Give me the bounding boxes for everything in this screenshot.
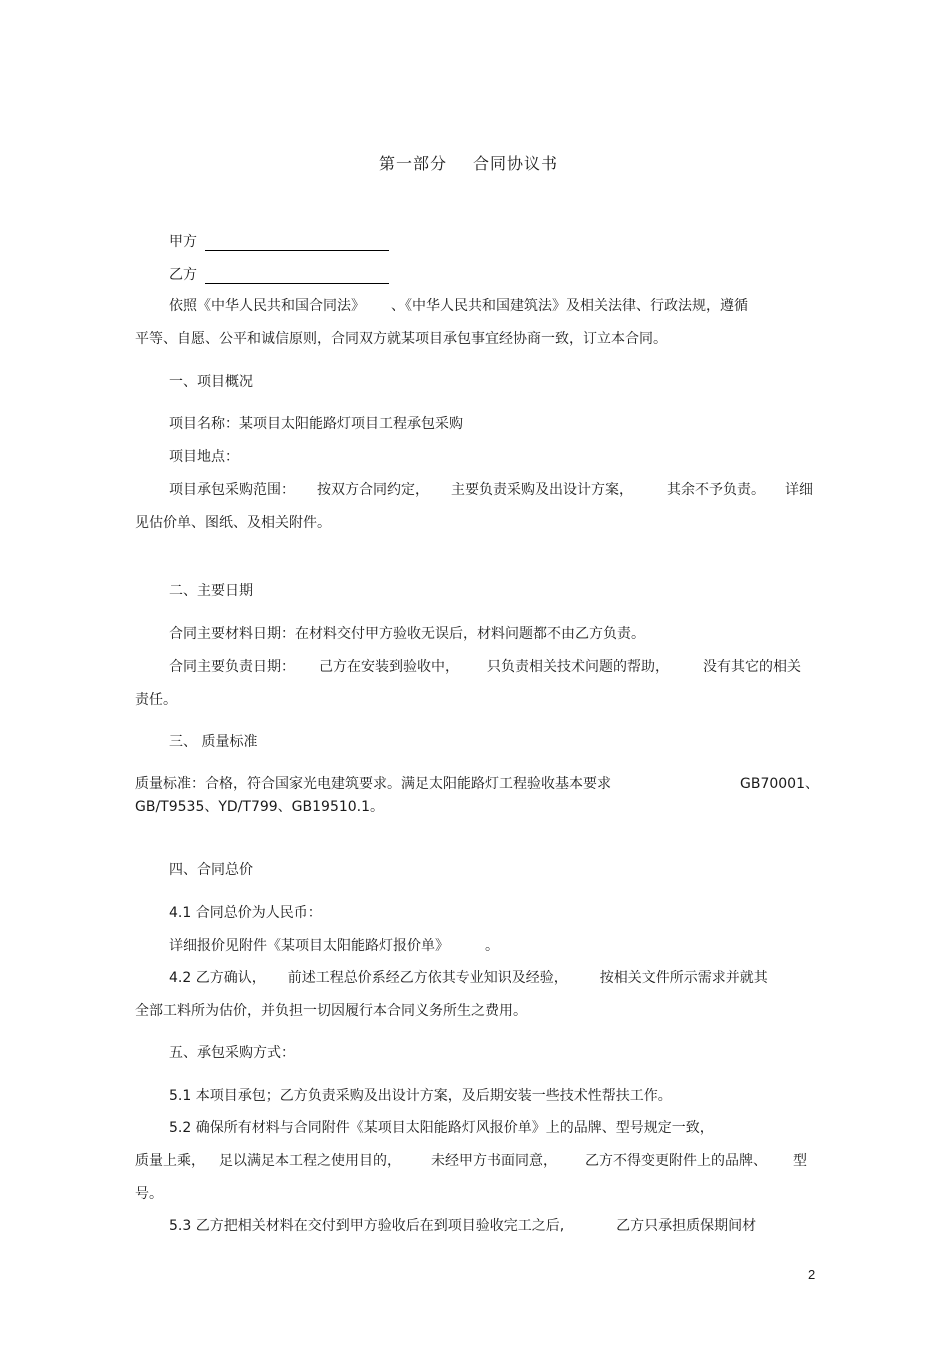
party-a-label: 甲方 xyxy=(169,234,197,250)
quality-standard-code: GB70001、 xyxy=(740,776,819,792)
price-detail xyxy=(169,937,499,955)
price-text: 。 xyxy=(485,938,499,954)
page-number: 2 xyxy=(808,1267,816,1282)
title-text: 合同协议书 xyxy=(473,154,559,173)
section-3-heading: 三、 质量标准 xyxy=(169,734,258,750)
party-b-blank xyxy=(205,269,389,284)
intro-line-2: 平等、自愿、公平和诚信原则，合同双方就某项目承包事宜经协商一致，订立本合同。 xyxy=(135,331,667,347)
clause-5-2-line-2 xyxy=(135,1152,807,1170)
scope-text: 详细 xyxy=(785,482,813,498)
party-b-label: 乙方 xyxy=(169,267,197,283)
intro-text: 依照《中华人民共和国合同法》 xyxy=(169,298,365,314)
clause-text: 质量上乘， xyxy=(135,1153,205,1169)
clause-text: 乙方只承担质保期间材 xyxy=(616,1218,757,1234)
price-text: 详细报价见附件《某项目太阳能路灯报价单》 xyxy=(169,938,449,954)
clause-5-3-line-1 xyxy=(169,1217,756,1235)
price-confirm-line-2: 全部工料所为估价，并负担一切因履行本合同义务所生之费用。 xyxy=(135,1003,527,1019)
clause-text: 5.3 乙方把相关材料在交付到甲方验收后在到项目验收完工之后, xyxy=(169,1218,565,1234)
project-scope-line-1 xyxy=(169,481,813,499)
date-text: 只负责相关技术问题的帮助， xyxy=(487,659,669,675)
intro-text: 、《中华人民共和国建筑法》及相关法律、行政法规，遵循 xyxy=(391,298,748,314)
quality-standard-line-2: GB/T9535、YD/T799、GB19510.1。 xyxy=(135,799,385,815)
party-a-blank xyxy=(205,236,389,251)
scope-text: 其余不予负责。 xyxy=(667,482,765,498)
scope-text: 项目承包采购范围： xyxy=(169,482,295,498)
page-title xyxy=(379,155,558,173)
party-b-row xyxy=(169,266,389,284)
clause-5-1: 5.1 本项目承包；乙方负责采购及出设计方案，及后期安装一些技术性帮扶工作。 xyxy=(169,1088,672,1104)
project-scope-line-2: 见估价单、图纸、及相关附件。 xyxy=(135,515,331,531)
clause-5-2-line-3: 号。 xyxy=(135,1186,163,1202)
section-1-heading: 一、项目概况 xyxy=(169,374,253,390)
total-price: 4.1 合同总价为人民币： xyxy=(169,905,322,921)
scope-text: 按双方合同约定， xyxy=(317,482,429,498)
clause-text: 乙方不得变更附件上的品牌、 xyxy=(585,1153,767,1169)
intro-line-1 xyxy=(169,297,748,315)
date-text: 己方在安装到验收中， xyxy=(319,659,459,675)
project-location: 项目地点： xyxy=(169,449,239,465)
project-name: 项目名称：某项目太阳能路灯项目工程承包采购 xyxy=(169,416,463,432)
price-text: 按相关文件所示需求并就其 xyxy=(599,970,768,986)
clause-5-2-line-1: 5.2 确保所有材料与合同附件《某项目太阳能路灯风报价单》上的品牌、型号规定一致， xyxy=(169,1120,714,1136)
party-a-row xyxy=(169,233,389,251)
section-2-heading: 二、主要日期 xyxy=(169,583,253,599)
date-text: 没有其它的相关 xyxy=(703,659,801,675)
clause-text: 型 xyxy=(793,1153,807,1169)
responsibility-date-line-2: 责任。 xyxy=(135,692,177,708)
responsibility-date-line-1 xyxy=(169,658,801,676)
price-confirm-line-1 xyxy=(169,969,768,987)
clause-text: 足以满足本工程之使用目的， xyxy=(219,1153,401,1169)
section-4-heading: 四、合同总价 xyxy=(169,862,253,878)
scope-text: 主要负责采购及出设计方案， xyxy=(451,482,633,498)
section-5-heading: 五、承包采购方式： xyxy=(169,1045,295,1061)
date-text: 合同主要负责日期： xyxy=(169,659,295,675)
price-text: 前述工程总价系经乙方依其专业知识及经验， xyxy=(287,970,568,986)
clause-text: 未经甲方书面同意， xyxy=(431,1153,557,1169)
price-text: 4.2 乙方确认， xyxy=(169,970,266,986)
material-date: 合同主要材料日期：在材料交付甲方验收无误后，材料问题都不由乙方负责。 xyxy=(169,626,645,642)
quality-standard-line-1: 质量标准：合格，符合国家光电建筑要求。满足太阳能路灯工程验收基本要求 xyxy=(135,776,611,792)
title-part: 第一部分 xyxy=(379,154,448,173)
